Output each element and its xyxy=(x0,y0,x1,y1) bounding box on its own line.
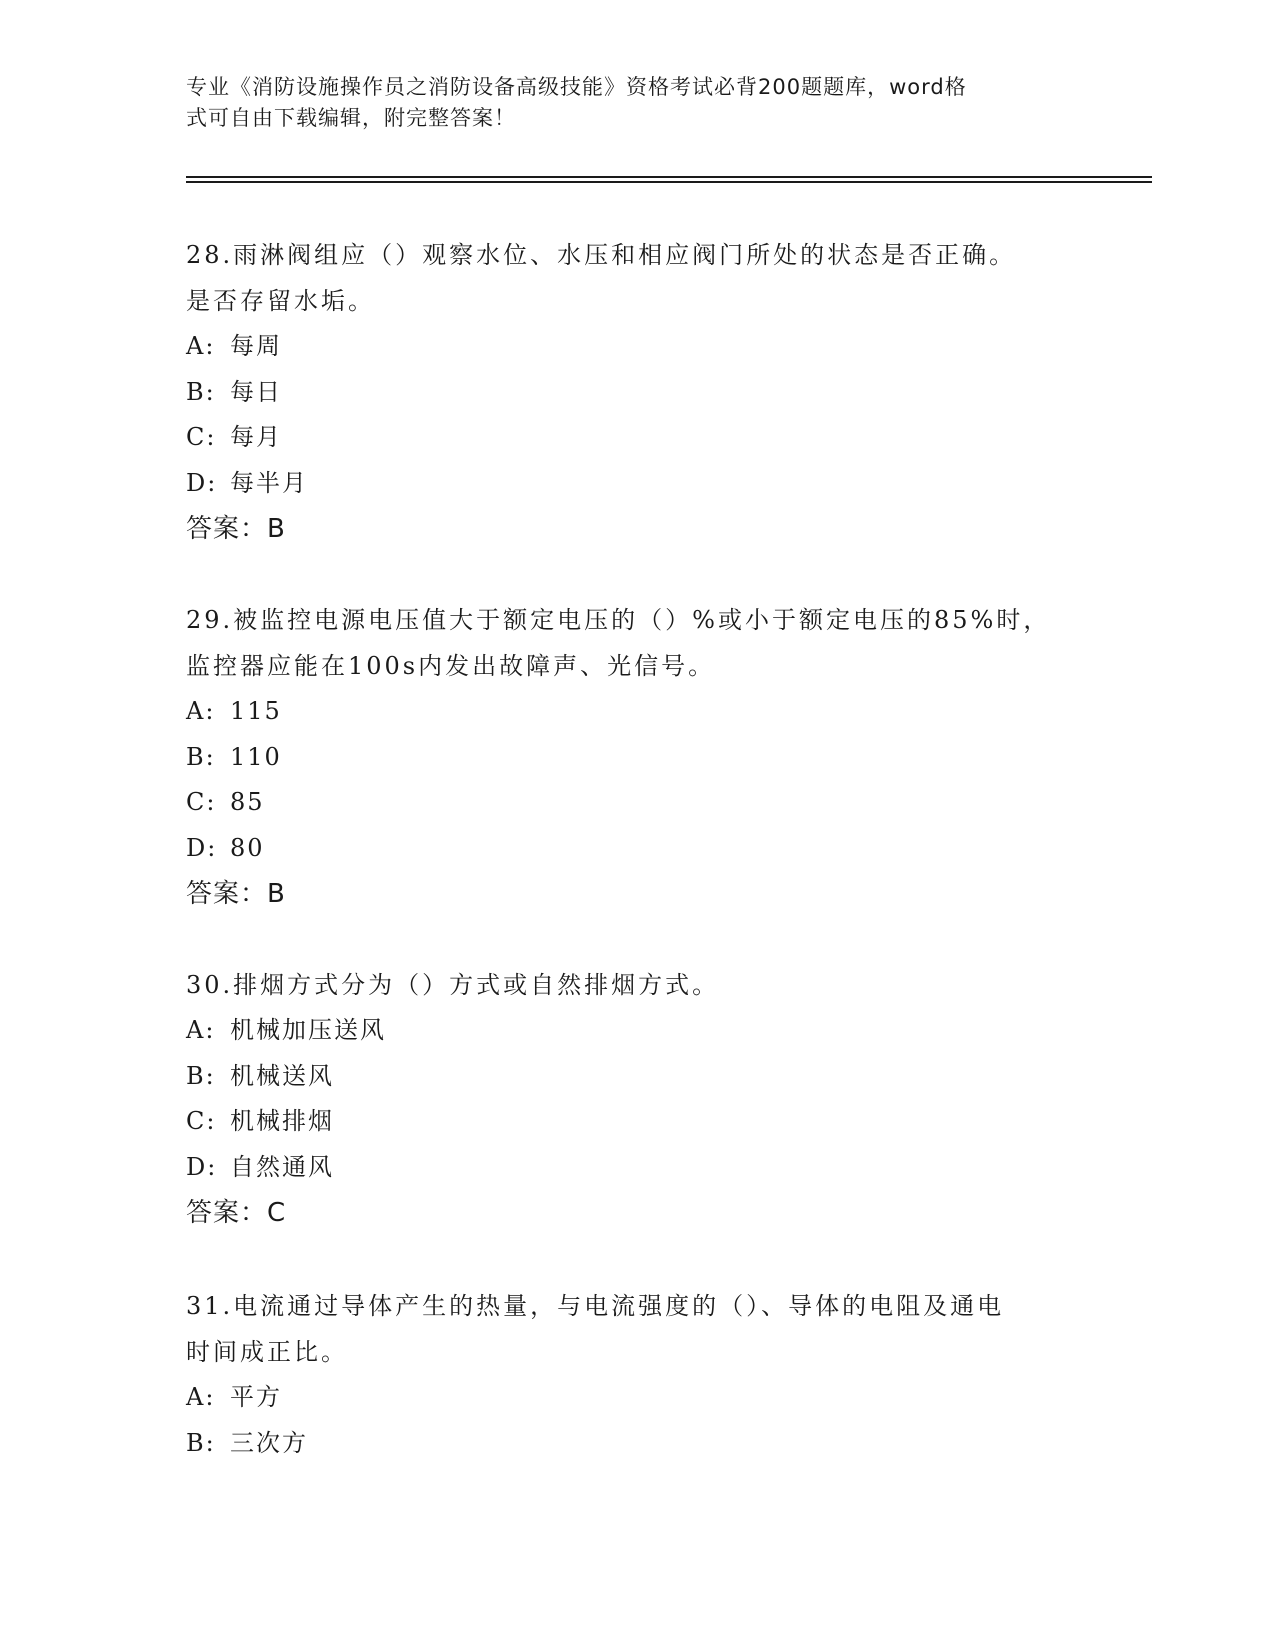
option-text: 机械排烟 xyxy=(230,1107,334,1135)
option-b xyxy=(186,1054,1086,1100)
option-text: 85 xyxy=(230,788,265,816)
question-stem-line: 29.被监控电源电压值大于额定电压的（）%或小于额定电压的85%时， xyxy=(186,606,1051,634)
option-text: 平方 xyxy=(230,1383,282,1411)
option-letter: A: xyxy=(186,332,216,360)
option-text: 115 xyxy=(230,697,282,725)
question-stem-line: 监控器应能在100s内发出故障声、光信号。 xyxy=(186,652,716,680)
answer-label: 答案：C xyxy=(186,1198,287,1228)
option-letter: D: xyxy=(186,833,218,862)
option-d xyxy=(186,1145,1086,1191)
option-text: 每月 xyxy=(230,423,282,451)
question-stem-line: 31.电流通过导体产生的热量，与电流强度的（）、导体的电阻及通电 xyxy=(186,1292,1005,1320)
option-letter: C: xyxy=(186,788,217,816)
option-a xyxy=(186,1008,1086,1054)
option-text: 每日 xyxy=(230,377,282,406)
option-b xyxy=(186,735,1086,781)
option-text: 自然通风 xyxy=(230,1152,334,1181)
answer-label: 答案：B xyxy=(186,514,286,544)
option-text: 机械送风 xyxy=(230,1061,334,1090)
option-text: 每半月 xyxy=(230,468,308,497)
option-letter: D: xyxy=(186,1152,218,1181)
option-c xyxy=(186,1099,1086,1145)
question-stem-line: 是否存留水垢。 xyxy=(186,287,375,315)
option-letter: A: xyxy=(186,1383,216,1411)
option-letter: B: xyxy=(186,377,216,406)
header-line-1: 专业《消防设施操作员之消防设备高级技能》资格考试必背200题题库，word格 xyxy=(186,75,967,99)
option-b xyxy=(186,370,1086,416)
option-text: 80 xyxy=(230,833,265,862)
option-a xyxy=(186,1375,1086,1421)
option-text: 110 xyxy=(230,742,282,771)
option-a xyxy=(186,689,1086,735)
option-c xyxy=(186,780,1086,826)
option-letter: C: xyxy=(186,1107,217,1135)
header-divider-top xyxy=(186,176,1152,178)
question-29 xyxy=(186,597,1086,917)
option-letter: D: xyxy=(186,468,218,497)
option-d xyxy=(186,461,1086,507)
option-b xyxy=(186,1421,1086,1467)
header-divider-bottom xyxy=(186,181,1152,183)
option-d xyxy=(186,826,1086,872)
header-line-2: 式可自由下载编辑，附完整答案！ xyxy=(186,106,516,130)
option-letter: A: xyxy=(186,697,216,725)
option-letter: C: xyxy=(186,423,217,451)
question-stem-line: 时间成正比。 xyxy=(186,1338,348,1366)
question-28 xyxy=(186,232,1086,552)
question-stem-line: 30.排烟方式分为（）方式或自然排烟方式。 xyxy=(186,971,720,999)
document-header xyxy=(186,72,1066,134)
question-stem-line: 28.雨淋阀组应（）观察水位、水压和相应阀门所处的状态是否正确。 xyxy=(186,241,1017,269)
question-30 xyxy=(186,962,1086,1236)
option-letter: A: xyxy=(186,1016,216,1044)
option-text: 每周 xyxy=(230,332,282,360)
answer-label: 答案：B xyxy=(186,879,286,909)
option-letter: B: xyxy=(186,742,216,771)
option-text: 三次方 xyxy=(230,1428,308,1457)
option-text: 机械加压送风 xyxy=(230,1016,386,1044)
option-c xyxy=(186,415,1086,461)
option-letter: B: xyxy=(186,1061,216,1090)
question-31 xyxy=(186,1283,1086,1466)
option-a xyxy=(186,324,1086,370)
option-letter: B: xyxy=(186,1428,216,1457)
